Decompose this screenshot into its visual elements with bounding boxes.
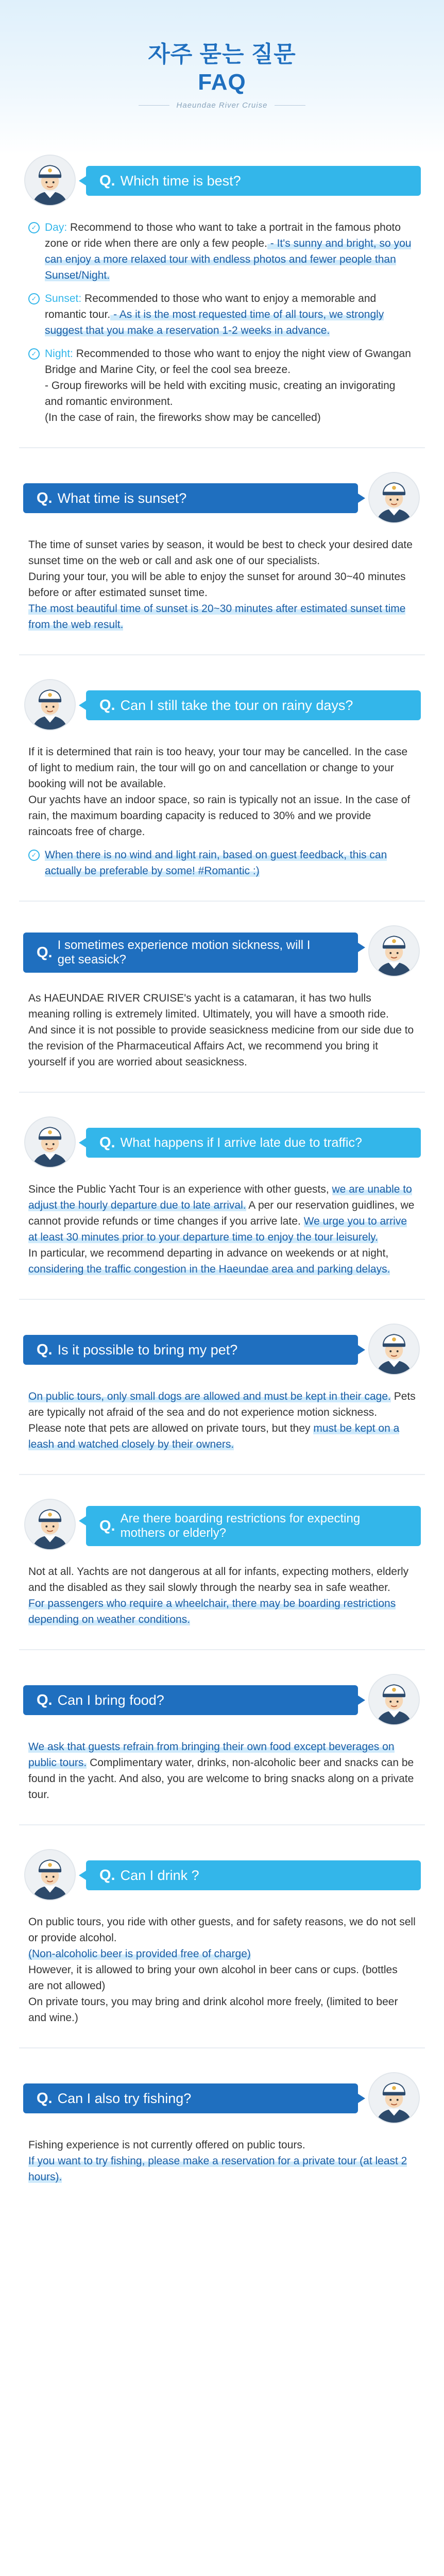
faq-item-bring-food: [0, 1674, 444, 1825]
answer-paragraph: However, it is allowed to bring your own alcohol in beer cans or cups. (bottles are not allowed): [28, 1964, 398, 1992]
question-text: What happens if I arrive late due to traffic?: [120, 1136, 362, 1150]
answer-paragraph: [28, 1739, 416, 1803]
answer-text: Complimentary water, drinks, non-alcoholic beer and snacks can be found in the yacht. And also, you are welcome to bring snacks along on a private tour.: [28, 1757, 414, 1801]
captain-avatar-icon: [24, 155, 76, 206]
question-text: Is it possible to bring my pet?: [57, 1342, 238, 1358]
answer-paragraph: Not at all. Yachts are not dangerous at all for infants, expecting mothers, elderly and the disabled as they sail slowly through the nearby sea in safe weather.: [28, 1566, 409, 1594]
q-marker: Q.: [99, 1518, 115, 1534]
answer-block: [19, 1181, 425, 1277]
bullet-body: [45, 219, 416, 283]
answer-highlight: we are unable to adjust the hourly departure due to late arrival.: [28, 1183, 412, 1211]
q-marker: Q.: [37, 1692, 53, 1708]
question-bubble: [23, 483, 358, 513]
captain-avatar-icon: [368, 2072, 420, 2124]
captain-icon: [25, 1117, 75, 1167]
question-text: Can I bring food?: [57, 1692, 164, 1708]
answer-highlight: On public tours, only small dogs are allowed and must be kept in their cage.: [28, 1391, 391, 1402]
bullet-text: Recommended to those who want to enjoy the night view of Gwangan Bridge and Marine City, or feel the cool sea breeze.: [45, 348, 411, 376]
captain-icon: [369, 2073, 419, 2123]
answer-block: [19, 1564, 425, 1628]
captain-icon: [25, 156, 75, 205]
answer-bullet-night: [28, 346, 416, 426]
answer-block: [19, 2137, 425, 2185]
check-circle-icon: ✓: [28, 850, 40, 861]
check-circle-icon: ✓: [28, 348, 40, 360]
question-text: Can I also try fishing?: [57, 2091, 192, 2106]
answer-paragraph: As HAEUNDAE RIVER CRUISE's yacht is a catamaran, it has two hulls meaning rolling is extremely limited. Ultimately, you will have a smooth ride.: [28, 992, 389, 1020]
answer-block: [19, 219, 425, 426]
question-row: [19, 1499, 425, 1550]
question-bubble: [86, 1506, 421, 1546]
question-row: [19, 2072, 425, 2124]
page-subtitle: FAQ: [198, 70, 246, 95]
q-marker: Q.: [37, 944, 53, 961]
question-row: [19, 1674, 425, 1725]
faq-item-drinking: [0, 1849, 444, 2048]
captain-icon: [369, 473, 419, 522]
page-title: 자주 묻는 질문: [148, 42, 296, 67]
answer-block: [19, 990, 425, 1070]
section-divider: [19, 1649, 425, 1650]
answer-highlight: must be kept on a leash and watched closely by their owners.: [28, 1422, 400, 1450]
answer-paragraph: [28, 1181, 416, 1245]
q-marker: Q.: [37, 2090, 53, 2107]
answer-block: [19, 537, 425, 633]
question-text: Can I still take the tour on rainy days?: [120, 698, 353, 713]
answer-paragraph: Fishing experience is not currently offered on public tours.: [28, 2139, 305, 2151]
captain-avatar-icon: [24, 1499, 76, 1550]
answer-paragraph: On public tours, you ride with other guests, and for safety reasons, we do not sell or provide alcohol.: [28, 1916, 416, 1944]
q-marker: Q.: [99, 697, 115, 714]
bullet-extra: - Group fireworks will be held with exciting music, creating an invigorating and romantic environment.: [45, 380, 396, 408]
question-bubble: [86, 166, 421, 196]
check-circle-icon: ✓: [28, 222, 40, 233]
captain-avatar-icon: [368, 1674, 420, 1725]
bullet-body: [45, 346, 416, 426]
section-divider: [19, 1474, 425, 1475]
captain-avatar-icon: [368, 472, 420, 523]
bullet-highlight: - It's sunny and bright, so you can enjoy a more relaxed tour with endless photos and fewer people than Sunset/Night.: [45, 238, 412, 281]
answer-text: A per our reservation guidlines, we cannot provide refunds or time changes if you arrive late.: [28, 1199, 415, 1227]
section-divider: [19, 901, 425, 902]
faq-item-rainy-days: [0, 679, 444, 902]
captain-icon: [25, 680, 75, 730]
question-row: [19, 155, 425, 206]
question-text: Which time is best?: [120, 173, 241, 189]
answer-paragraph: [28, 1245, 416, 1277]
captain-avatar-icon: [24, 679, 76, 731]
q-marker: Q.: [99, 1867, 115, 1884]
question-bubble: [23, 1685, 358, 1715]
answer-paragraph: [28, 1420, 416, 1452]
answer-paragraph: During your tour, you will be able to enjoy the sunset for around 30~40 minutes before or after estimated sunset time.: [28, 571, 406, 599]
answer-highlight: For passengers who require a wheelchair, there may be boarding restrictions depending on weather conditions.: [28, 1598, 396, 1625]
answer-text: Since the Public Yacht Tour is an experience with other guests,: [28, 1183, 332, 1195]
section-divider: [19, 2047, 425, 2048]
answer-paragraph: And since it is not possible to provide seasickness medicine from our side due to the revision of the Pharmaceutical Affairs Act, we recommend you bring it yourself if you are worried about seasickness.: [28, 1024, 414, 1068]
question-bubble: [86, 690, 421, 720]
bullet-label: Sunset:: [45, 293, 82, 304]
answer-paragraph: The time of sunset varies by season, it would be best to check your desired date sunset time on the web or call and ask one of our specialists.: [28, 539, 413, 567]
question-bubble: [23, 1335, 358, 1365]
question-bubble: [23, 933, 358, 973]
question-text: What time is sunset?: [57, 490, 187, 506]
question-bubble: [86, 1128, 421, 1158]
bullet-highlight: - As it is the most requested time of all tours, we strongly suggest that you make a reservation 1-2 weeks in advance.: [45, 309, 384, 336]
captain-avatar-icon: [368, 1324, 420, 1375]
q-marker: Q.: [37, 490, 53, 506]
question-text: Are there boarding restrictions for expecting mothers or elderly?: [120, 1512, 361, 1540]
bullet-text: Recommend to those who want to take a portrait in the famous photo zone or ride when there are only a few people.: [45, 222, 401, 249]
answer-highlight: We ask that guests refrain from bringing their own food except beverages on public tours.: [28, 1741, 395, 1769]
answer-block: [19, 1388, 425, 1452]
answer-block: [19, 744, 425, 879]
faq-item-late-arrival: [0, 1116, 444, 1300]
q-marker: Q.: [99, 173, 115, 189]
answer-bullet-sunset: [28, 291, 416, 338]
page-bottom-spacer: [19, 2185, 425, 2208]
answer-highlight: When there is no wind and light rain, based on guest feedback, this can actually be preferable by some! #Romantic :): [45, 849, 387, 877]
tagline-text: Haeundae River Cruise: [176, 101, 268, 110]
answer-paragraph: On private tours, you may bring and drink alcohol more freely, (limited to beer and wine.): [28, 1996, 398, 2024]
answer-highlight: (Non-alcoholic beer is provided free of charge): [28, 1948, 251, 1960]
divider-line: [275, 105, 305, 106]
question-bubble: [23, 2083, 358, 2113]
question-row: [19, 1324, 425, 1375]
faq-item-boarding-restrictions: [0, 1499, 444, 1650]
question-text: I sometimes experience motion sickness, will I get seasick?: [57, 938, 311, 967]
captain-icon: [25, 1500, 75, 1549]
section-divider: [19, 654, 425, 655]
section-divider: [19, 447, 425, 448]
hero-tagline: [139, 101, 306, 110]
bullet-label: Day:: [45, 222, 67, 233]
check-circle-icon: ✓: [28, 293, 40, 304]
question-row: [19, 1849, 425, 1901]
bullet-extra-note: (In the case of rain, the fireworks show may be cancelled): [45, 412, 321, 423]
hero-header: [0, 0, 444, 155]
answer-highlight: considering the traffic congestion in the Haeundae area and parking delays.: [28, 1263, 390, 1275]
answer-bullet-day: [28, 219, 416, 283]
captain-avatar-icon: [24, 1849, 76, 1901]
answer-block: [19, 1739, 425, 1803]
bullet-text: Recommended to those who want to enjoy a memorable and romantic tour.: [45, 293, 377, 320]
captain-icon: [369, 1675, 419, 1724]
bullet-label: Night:: [45, 348, 73, 360]
answer-highlight: We urge you to arrive at least 30 minutes prior to your departure time to enjoy the tour leisurely.: [28, 1215, 407, 1243]
section-divider: [19, 1299, 425, 1300]
q-marker: Q.: [37, 1342, 53, 1358]
question-row: [19, 679, 425, 731]
faq-item-fishing: [0, 2072, 444, 2208]
faq-item-motion-sickness: [0, 925, 444, 1093]
captain-icon: [369, 1325, 419, 1374]
question-row: [19, 925, 425, 977]
q-marker: Q.: [99, 1134, 115, 1151]
question-row: [19, 1116, 425, 1168]
captain-icon: [25, 1850, 75, 1900]
answer-note: [28, 847, 416, 879]
section-divider: [19, 1824, 425, 1825]
question-bubble: [86, 1860, 421, 1890]
answer-paragraph: Our yachts have an indoor space, so rain is typically not an issue. In the case of rain, the maximum boarding capacity is reduced to 30% and we provide raincoats free of charge.: [28, 794, 411, 838]
answer-highlight: The most beautiful time of sunset is 20~30 minutes after estimated sunset time from the web result.: [28, 603, 406, 631]
answer-text: Please note that pets are allowed on private tours, but they: [28, 1422, 314, 1434]
faq-item-sunset-time: [0, 472, 444, 655]
section-divider: [19, 1092, 425, 1093]
question-row: [19, 472, 425, 523]
question-text: Can I drink ?: [120, 1868, 199, 1883]
answer-block: [19, 1914, 425, 2026]
faq-item-pets: [0, 1324, 444, 1475]
captain-avatar-icon: [24, 1116, 76, 1168]
bullet-body: [45, 291, 416, 338]
divider-line: [139, 105, 169, 106]
answer-highlight: If you want to try fishing, please make a reservation for a private tour (at least 2 hours).: [28, 2155, 407, 2183]
answer-text: Pets are typically not afraid of the sea and do not experience motion sickness.: [28, 1391, 416, 1418]
captain-icon: [369, 926, 419, 976]
answer-text: In particular, we recommend departing in advance on weekends or at night,: [28, 1247, 389, 1259]
captain-avatar-icon: [368, 925, 420, 977]
faq-item-best-time: [0, 155, 444, 448]
answer-paragraph: [28, 1388, 416, 1420]
answer-paragraph: If it is determined that rain is too heavy, your tour may be cancelled. In the case of light to medium rain, the tour will go on and cancellation or change to your booking will not be available.: [28, 746, 408, 790]
